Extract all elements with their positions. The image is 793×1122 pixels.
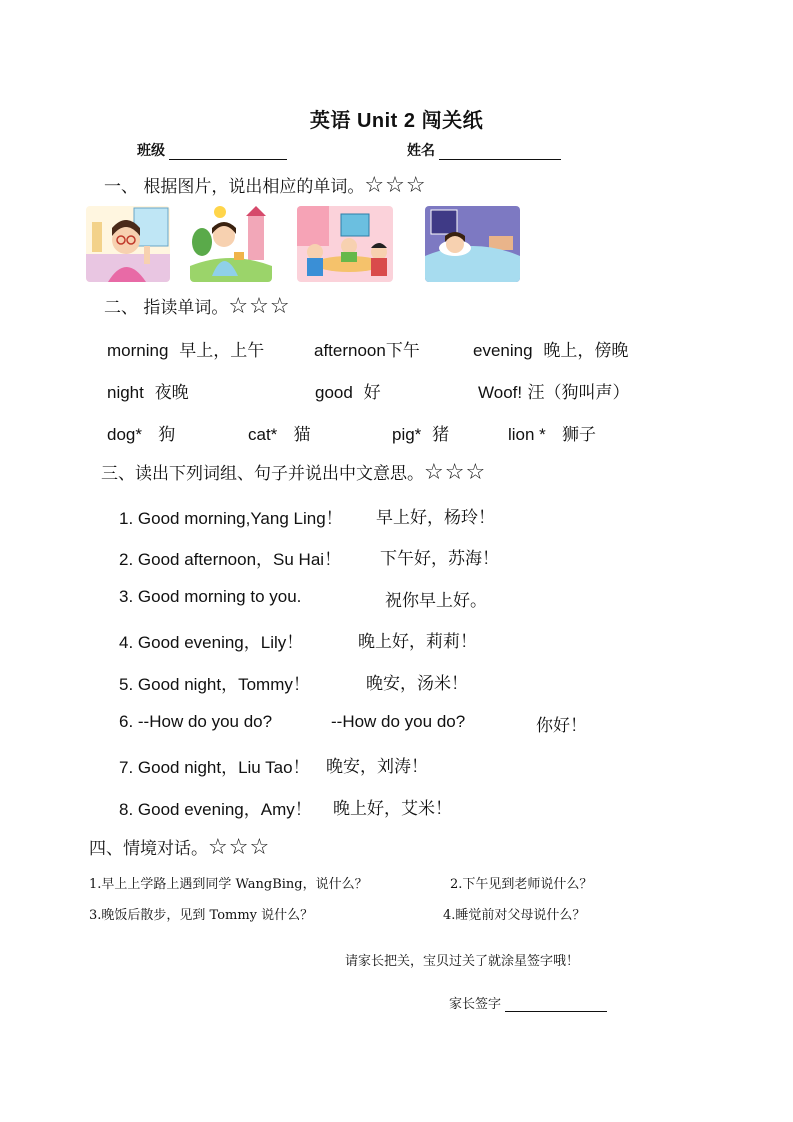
class-field[interactable] <box>137 140 287 160</box>
sentence-en: 8. Good evening，Amy！ <box>119 800 312 819</box>
sentence-en: 5. Good night，Tommy！ <box>119 675 310 694</box>
girl-waking-up-morning-icon <box>86 206 170 282</box>
name-label: 姓名 <box>407 143 435 159</box>
section4-stars[interactable]: ☆☆☆ <box>208 835 271 860</box>
word-item: Woof! 汪（狗叫声） <box>478 383 630 403</box>
sentence-zh: 你好！ <box>536 716 587 736</box>
word-item: evening 晚上，傍晚 <box>473 341 629 361</box>
signature-field[interactable] <box>449 993 607 1012</box>
word-item: night 夜晚 <box>107 383 189 403</box>
picture-evening <box>297 206 393 282</box>
picture-afternoon <box>190 206 272 282</box>
sentence-zh: 晚上好，艾米！ <box>333 799 452 819</box>
parent-note: 请家长把关，宝贝过关了就涂星签字哦！ <box>345 954 580 969</box>
section3-stars[interactable]: ☆☆☆ <box>424 460 487 485</box>
word-item: pig* 猪 <box>392 425 450 445</box>
sentence-en: 2. Good afternoon，Su Hai！ <box>119 550 342 569</box>
question-item: 3.晚饭后散步，见到 Tommy 说什么？ <box>89 908 314 923</box>
sentence-en: 1. Good morning,Yang Ling！ <box>119 509 343 528</box>
word-item: afternoon下午 <box>314 341 420 361</box>
word-item: good 好 <box>315 383 381 403</box>
section2-stars[interactable]: ☆☆☆ <box>228 294 291 319</box>
sentence-zh: 下午好，苏海！ <box>380 549 499 569</box>
word-item: lion * 狮子 <box>508 425 597 445</box>
signature-blank[interactable] <box>505 995 607 1012</box>
sentence-zh: 晚安，刘涛！ <box>326 757 428 777</box>
word-item: dog* 狗 <box>107 425 176 445</box>
sentence-en: 7. Good night，Liu Tao！ <box>119 758 310 777</box>
question-item: 4.睡觉前对父母说什么？ <box>443 908 586 923</box>
picture-morning <box>86 206 170 282</box>
sentence-zh: 晚安，汤米！ <box>366 674 468 694</box>
section3-heading: 三、读出下列词组、句子并说出中文意思。☆☆☆ <box>101 460 487 485</box>
class-label: 班级 <box>137 143 165 159</box>
word-item: morning 早上，上午 <box>107 341 265 361</box>
family-dinner-evening-icon <box>297 206 393 282</box>
sentence-en: 6. --How do you do? <box>119 712 273 731</box>
sentence-en-reply: --How do you do? <box>331 712 466 731</box>
class-blank[interactable] <box>169 145 287 160</box>
section1-heading: 一、 根据图片，说出相应的单词。☆☆☆ <box>104 173 427 198</box>
page-title: 英语 Unit 2 闯关纸 <box>309 110 484 132</box>
sentence-zh: 晚上好，莉莉！ <box>358 632 477 652</box>
section2-heading: 二、 指读单词。☆☆☆ <box>104 294 291 319</box>
question-item: 2.下午见到老师说什么？ <box>450 877 593 892</box>
sentence-en: 3. Good morning to you. <box>119 587 302 606</box>
picture-night <box>425 206 520 282</box>
section4-heading: 四、情境对话。☆☆☆ <box>89 835 271 860</box>
sentence-zh: 祝你早上好。 <box>385 591 487 611</box>
sentence-zh: 早上好，杨玲！ <box>376 508 495 528</box>
name-field[interactable] <box>407 140 561 160</box>
sentence-en: 4. Good evening，Lily！ <box>119 633 304 652</box>
girl-outdoors-afternoon-icon <box>190 206 272 282</box>
name-blank[interactable] <box>439 145 561 160</box>
section1-stars[interactable]: ☆☆☆ <box>364 173 427 198</box>
question-item: 1.早上上学路上遇到同学 WangBing，说什么？ <box>89 877 368 892</box>
signature-label: 家长签字 <box>449 997 502 1012</box>
girl-sleeping-night-icon <box>425 206 520 282</box>
word-item: cat* 猫 <box>248 425 311 445</box>
